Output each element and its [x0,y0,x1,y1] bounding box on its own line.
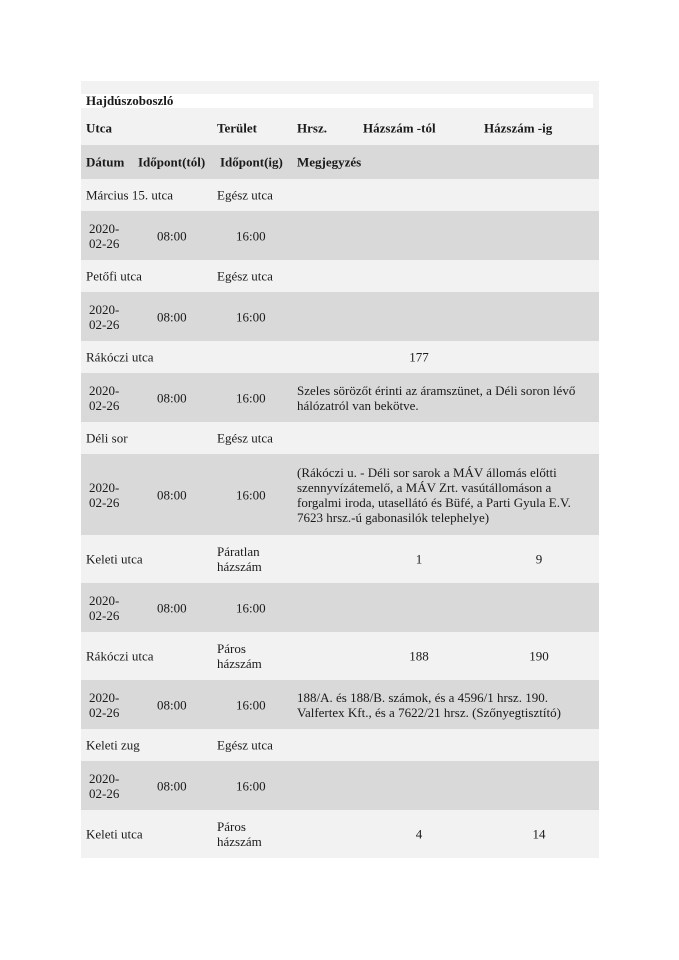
street-name: Rákóczi utca [86,648,154,664]
street-name: Március 15. utca [86,187,174,203]
street-name: Keleti utca [86,551,143,567]
header-megjegyzes: Megjegyzés [297,154,362,170]
header-terulet: Terület [217,120,257,135]
street-row [81,535,599,583]
street-area: Páros házszám [217,819,262,849]
start-time: 08:00 [157,228,187,243]
header-row-1 [81,110,599,145]
end-time: 16:00 [236,778,266,793]
outage-date: 2020-02-26 [89,689,120,720]
end-time: 16:00 [236,697,266,712]
outage-date: 2020-02-26 [89,301,120,332]
outage-note: (Rákóczi u. - Déli sor sarok a MÁV állomás előtti szennyvízátemelő, a MÁV Zrt. vasútállomáson a forgalmi iroda, utasellátó és Büfé, a Parti Gyula E.V. 7623 hrsz.-ú gabonasilók telephelye) [297,464,571,525]
header-row-2 [81,145,599,179]
schedule-row [81,454,599,535]
outage-date: 2020-02-26 [89,220,120,251]
document-title: Hajdúszoboszló [86,93,174,108]
street-area: Egész utca [217,268,273,284]
outage-note: Szeles sörözőt érinti az áramszünet, a Déli soron lévő hálózatról van bekötve. [297,382,576,413]
start-time: 08:00 [157,778,187,793]
street-row [81,422,599,454]
header-idopont-tol: Időpont(tól) [138,154,206,170]
end-time: 16:00 [236,487,266,502]
outage-date: 2020-02-26 [89,770,120,801]
schedule-row [81,292,599,341]
end-time: 16:00 [236,228,266,243]
schedule-row [81,680,599,729]
street-area: Egész utca [217,430,273,446]
street-row [81,810,599,858]
header-hazszam-ig: Házszám -ig [484,120,553,135]
schedule-row [81,583,599,632]
street-name: Petőfi utca [86,268,142,284]
outage-date: 2020-02-26 [89,382,120,413]
street-area: Páros házszám [217,641,262,671]
header-utca: Utca [86,120,112,135]
house-number-from: 188 [409,648,429,664]
end-time: 16:00 [236,390,266,405]
start-time: 08:00 [157,487,187,502]
end-time: 16:00 [236,600,266,615]
street-row [81,632,599,680]
header-idopont-ig: Időpont(ig) [220,154,283,170]
street-name: Keleti zug [86,737,140,753]
outage-note: 188/A. és 188/B. számok, és a 4596/1 hrsz. 190. Valfertex Kft., és a 7622/21 hrsz. (Szőnyegtisztító) [297,689,561,720]
street-row [81,179,599,211]
street-area: Páratlan házszám [217,544,262,574]
outage-table [81,81,599,858]
start-time: 08:00 [157,309,187,324]
street-row [81,341,599,373]
street-area: Egész utca [217,737,273,753]
header-hrsz: Hrsz. [297,120,327,135]
house-number-to: 14 [532,826,546,842]
house-number-to: 9 [535,551,543,567]
street-area: Egész utca [217,187,273,203]
start-time: 08:00 [157,697,187,712]
house-number-to: 190 [529,648,549,664]
street-row [81,729,599,761]
house-number-from: 1 [415,551,423,567]
outage-date: 2020-02-26 [89,592,120,623]
street-name: Déli sor [86,430,128,446]
header-hazszam-tol: Házszám -tól [363,120,436,135]
header-datum: Dátum [86,154,125,170]
schedule-row [81,211,599,260]
start-time: 08:00 [157,600,187,615]
outage-date: 2020-02-26 [89,479,120,510]
street-name: Rákóczi utca [86,349,154,365]
schedule-row [81,761,599,810]
title-row [81,81,599,110]
start-time: 08:00 [157,390,187,405]
schedule-row [81,373,599,422]
house-number-from: 4 [415,826,423,842]
end-time: 16:00 [236,309,266,324]
street-name: Keleti utca [86,826,143,842]
street-row [81,260,599,292]
house-number-from: 177 [409,349,429,365]
